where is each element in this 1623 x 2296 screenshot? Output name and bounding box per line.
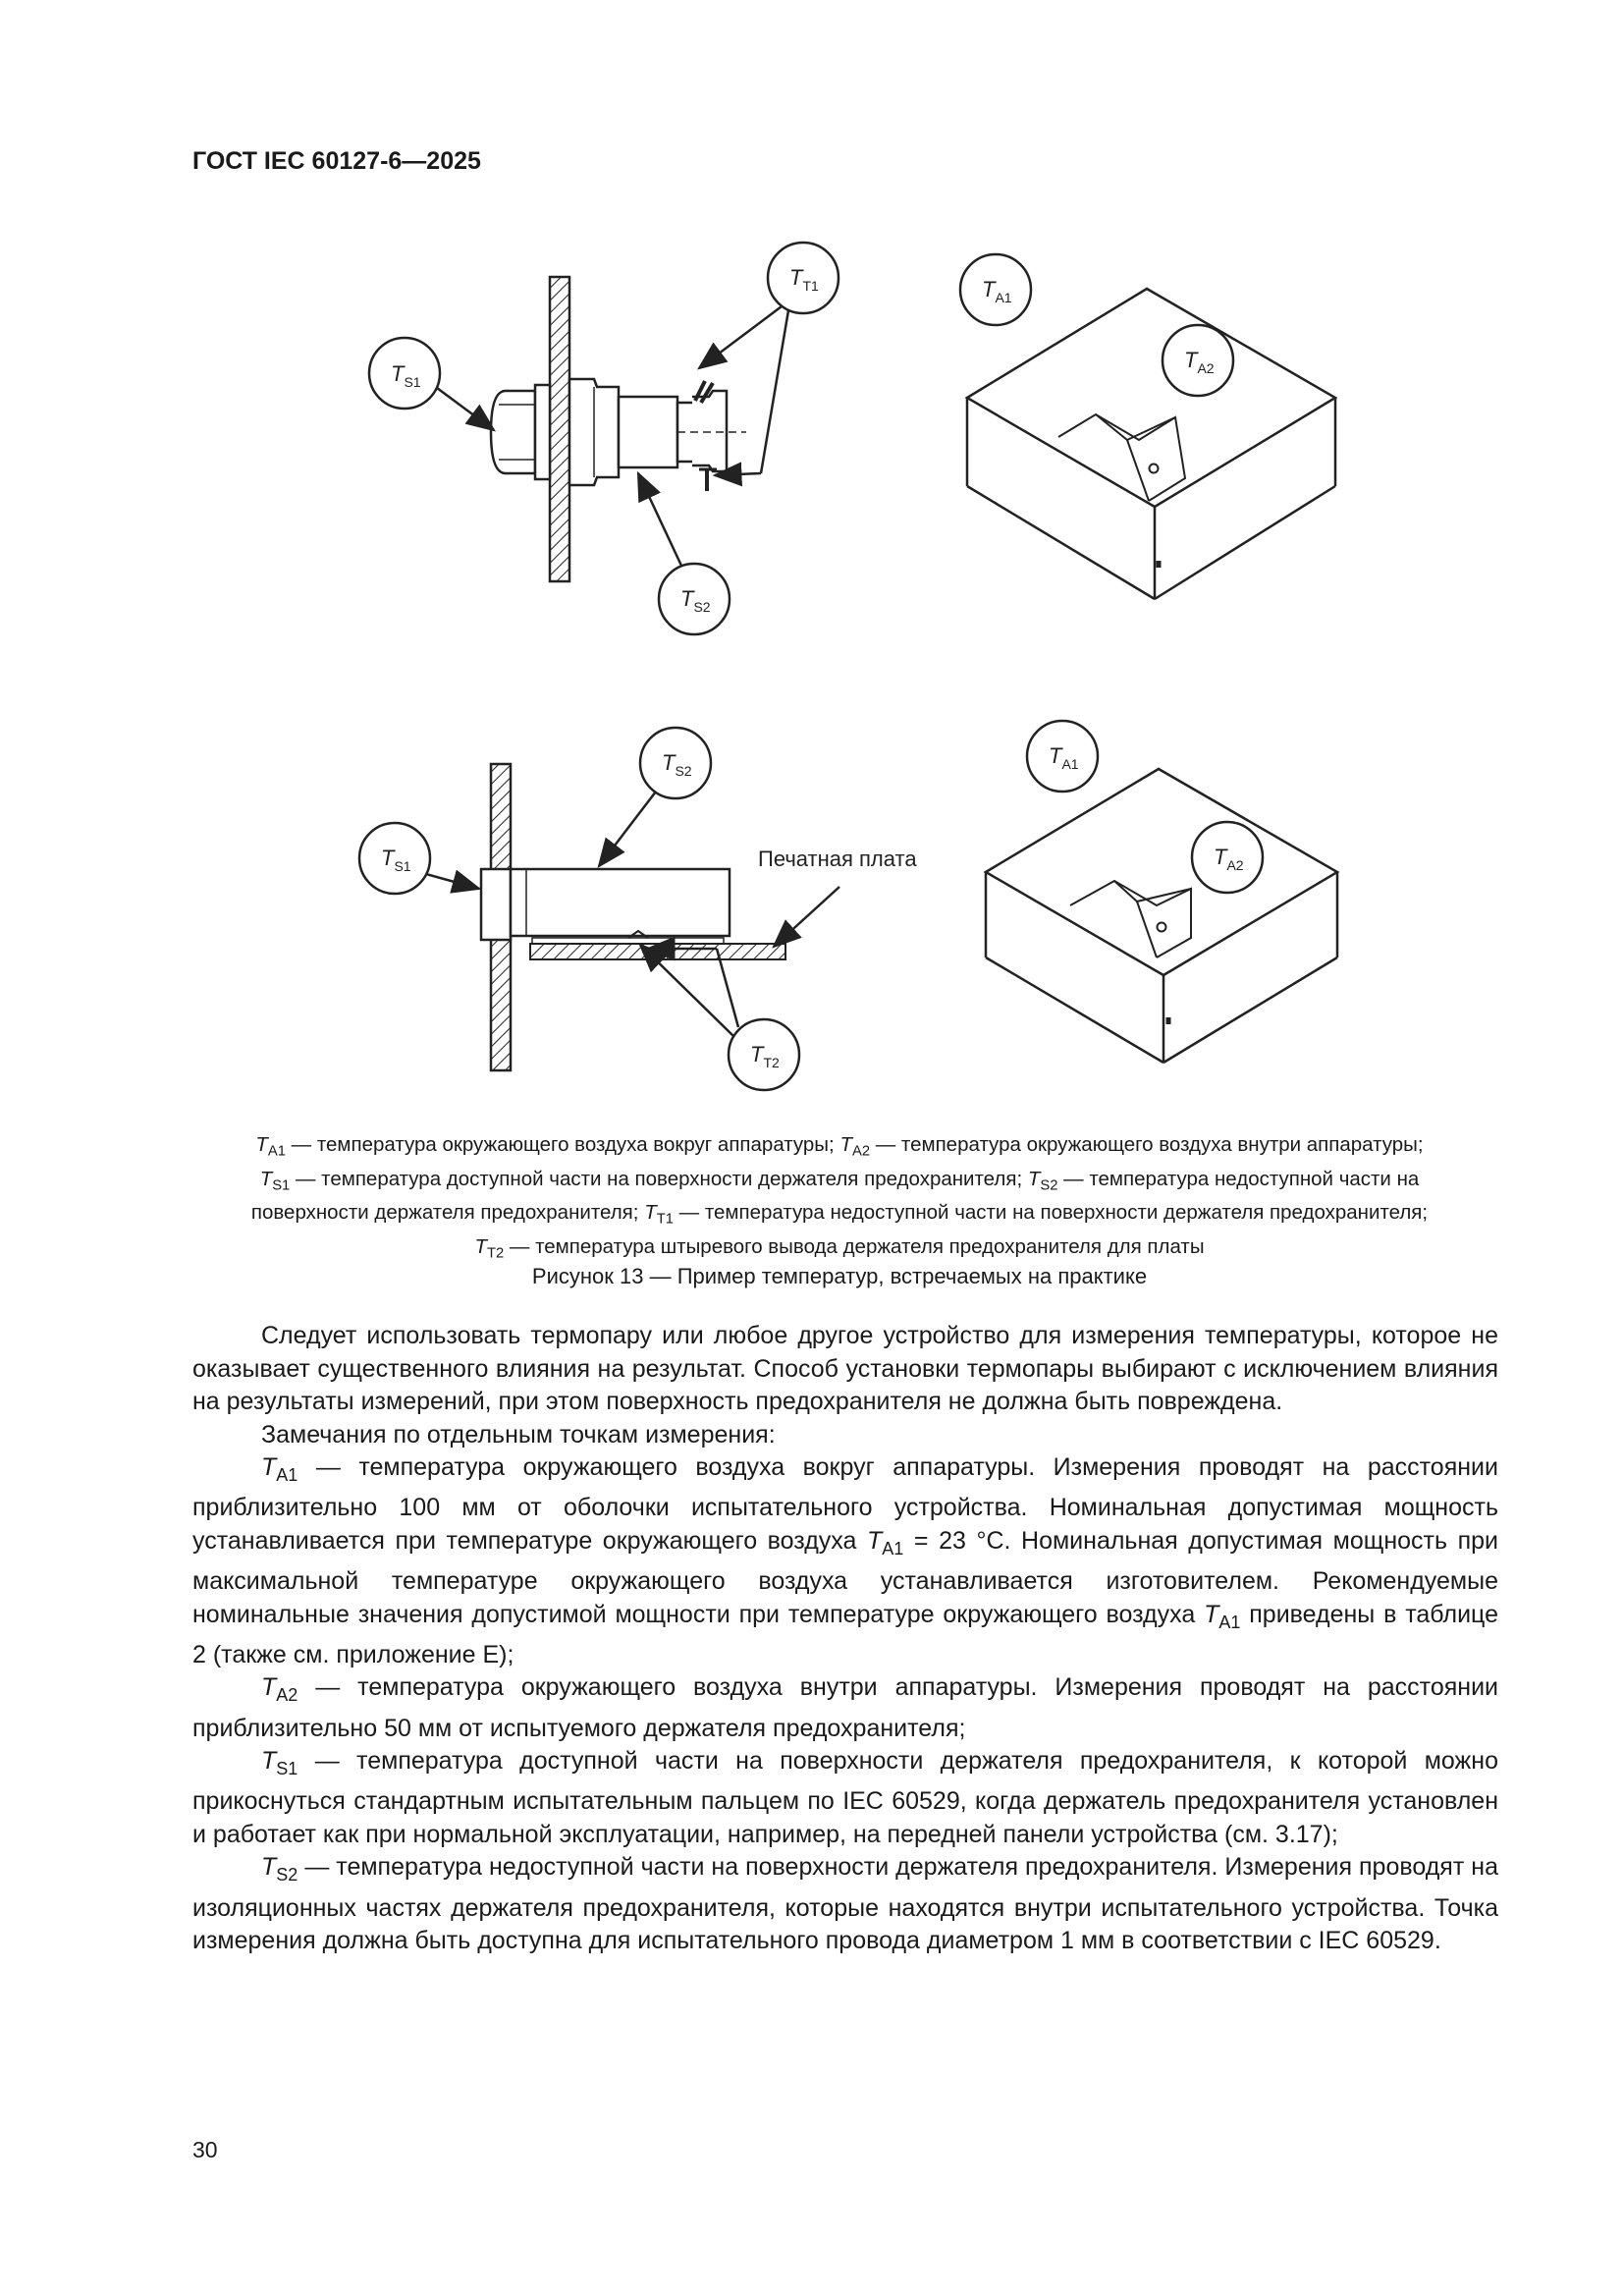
- fuseholder-body: [619, 397, 677, 467]
- svg-text:TA2: $T_{A2}$: [1214, 845, 1244, 873]
- pcb-board: [530, 944, 785, 959]
- document-header: ГОСТ IEC 60127-6—2025: [192, 147, 481, 175]
- svg-text:TS2: $T_{S2}$: [662, 750, 692, 779]
- svg-text:TT2: $T_{T2}$: [750, 1042, 780, 1070]
- figure-13: [0, 0, 1623, 1129]
- callout-TS1-top: [369, 338, 440, 409]
- paragraph-1: Следует использовать термопару или любое другое устройство для измерения температуры, которое не оказывает существенного влияния на результат. Способ установки термопары выбирают с исключением влияния на результаты измерений, при этом поверхность предохранителя не должна быть повреждена.: [192, 1322, 1498, 1415]
- panel-mount-fuseholder-drawing: [491, 277, 746, 581]
- figure-caption: Рисунок 13 — Пример температур, встречаемых на практике: [531, 1264, 1148, 1288]
- svg-text:TS2: $T_{S2}$: [680, 586, 711, 615]
- figure-legend: $T_{A1}$ — температура окружающего воздуха вокруг аппаратуры; $T_{A2}$ — температура окружающего воздуха внутри аппаратуры; $T_{S1}$ — температура доступной части на поверхности держателя предохранителя; $T_{S2}$ — температура недоступной части на поверхности держателя предохранителя; $T_{T1}$ — температура недоступной части на поверхности держателя предохранителя; $T_{T2}$ — температура штыревого вывода держателя предохранителя для платы: [250, 1133, 1429, 1262]
- fuseholder-flange: [535, 385, 550, 479]
- pcb-fuseholder-drawing: [481, 764, 785, 1070]
- paragraph-2: Замечания по отдельным точкам измерения:: [261, 1420, 776, 1449]
- page-number: 30: [192, 2137, 218, 2162]
- paragraph-5: $T_{S1}$ — температура доступной части на поверхности держателя предохранителя, к которой можно прикоснуться стандартным испытательным пальцем по IEC 60529, когда держатель предохранителя установлен и работает как при нормальной эксплуатации, например, на передней панели устройства (см. 3.17);: [192, 1747, 1498, 1848]
- enclosure-box-top: [967, 289, 1335, 599]
- paragraph-6: $T_{S2}$ — температура недоступной части на поверхности держателя предохранителя. Измерения проводят на изоляционных частях держателя предохранителя, которые находятся внутри испытательного устройства. Точка измерения должна быть доступна для испытательного провода диаметром 1 мм в соответствии с IEC 60529.: [192, 1853, 1498, 1954]
- svg-text:TA1: $T_{A1}$: [982, 277, 1012, 305]
- svg-text:TA1: $T_{A1}$: [1049, 743, 1079, 772]
- fuseholder-cap: [491, 391, 535, 473]
- svg-text:TS1: $T_{S1}$: [391, 361, 421, 390]
- svg-text:TS1: $T_{S1}$: [381, 846, 411, 874]
- paragraph-4: $T_{A2}$ — температура окружающего воздуха внутри аппаратуры. Измерения проводят на расстоянии приблизительно 50 мм от испытуемого держателя предохранителя;: [192, 1673, 1498, 1742]
- svg-text:TT1: $T_{T1}$: [789, 265, 819, 294]
- fuseholder-body-bottom: [511, 869, 730, 936]
- pcb-label: Печатная плата: [758, 847, 917, 871]
- enclosure-box-bottom: [986, 769, 1337, 1063]
- front-panel-wall: [550, 277, 569, 581]
- paragraph-3: $T_{A1}$ — температура окружающего воздуха вокруг аппаратуры. Измерения проводят на расстоянии приблизительно 100 мм от оболочки испытательного устройства. Номинальная допустимая мощность устанавливается при температуре окружающего воздуха $T_{A1} = 23$ °С. Номинальная допустимая мощность при максимальной температуре окружающего воздуха устанавливается изготовителем. Рекомендуемые номинальные значения допустимой мощности при температуре окружающего воздуха $T_{A1}$ приведены в таблице 2 (также см. приложение Е);: [192, 1453, 1498, 1668]
- svg-text:TA2: $T_{A2}$: [1184, 348, 1215, 376]
- body-text: [192, 1320, 1498, 1958]
